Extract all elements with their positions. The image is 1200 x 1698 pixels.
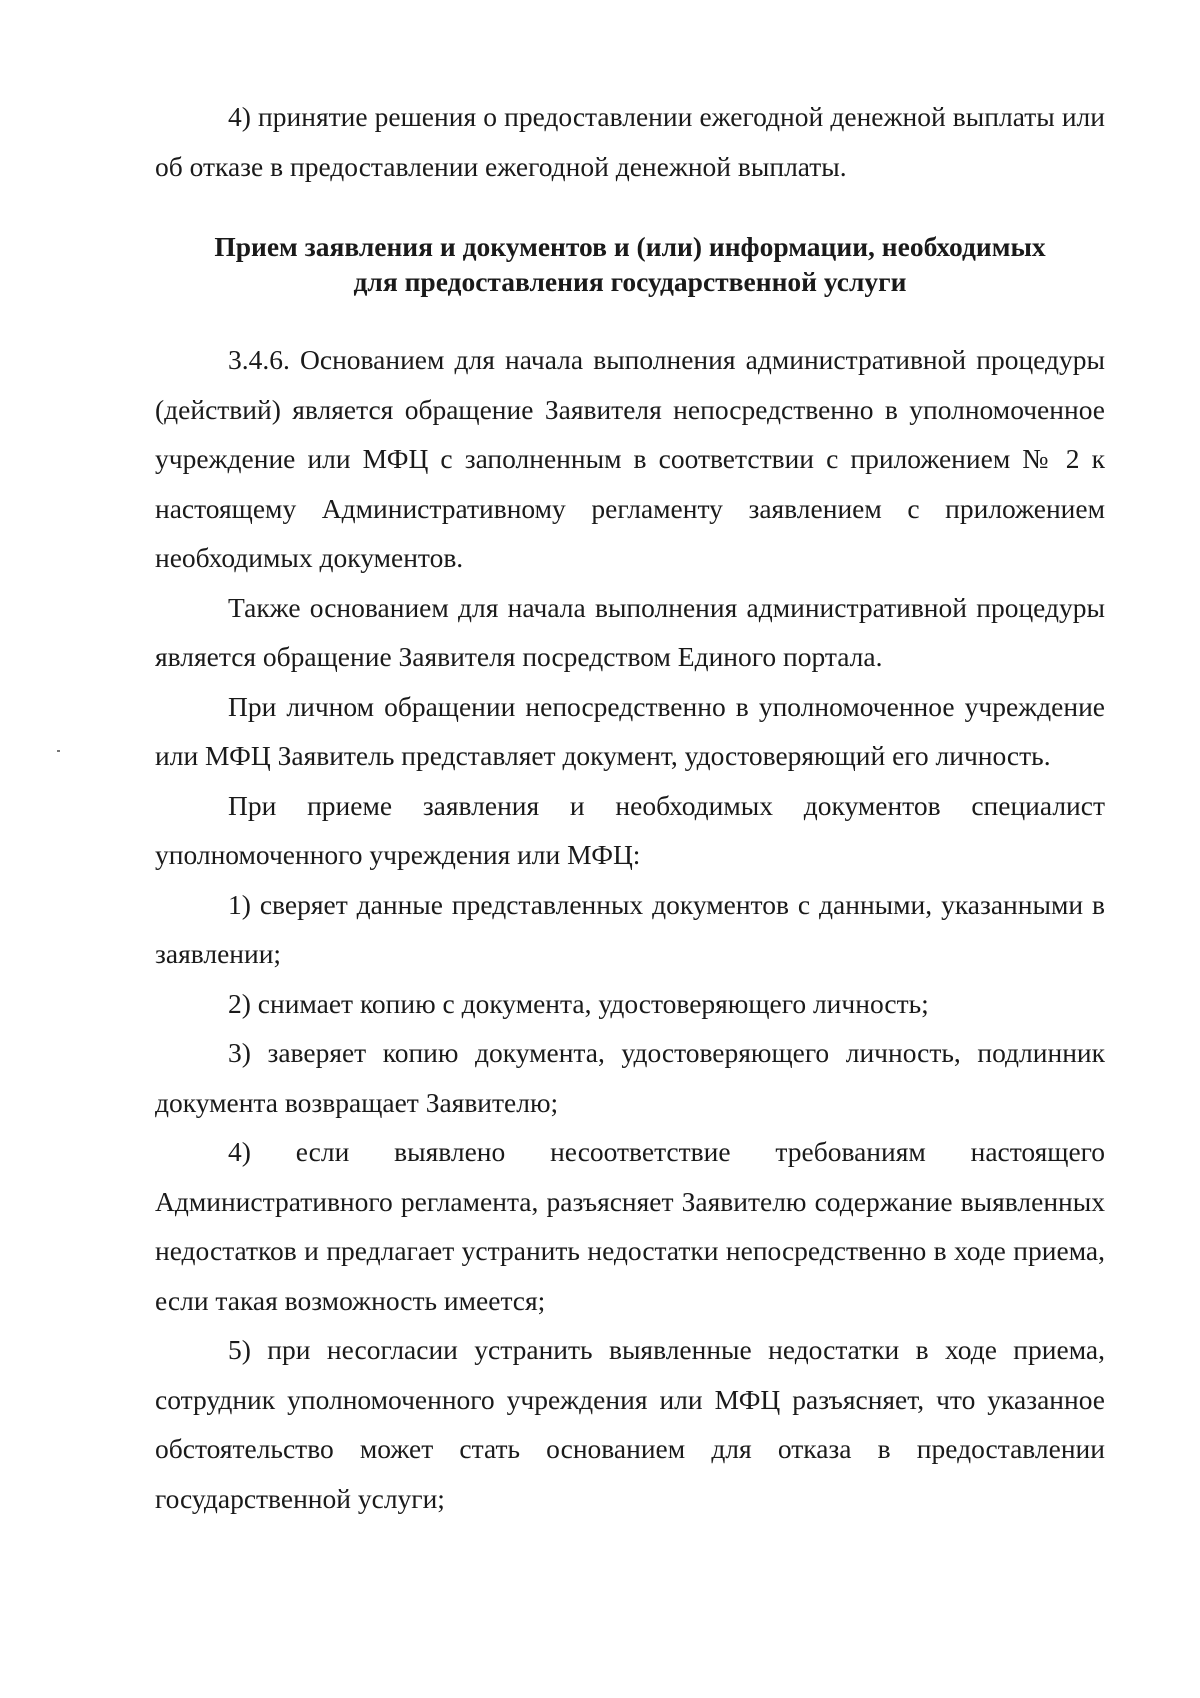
list-item-5: 5) при несогласии устранить выявленные недостатки в ходе приема, сотрудник уполномоченного учреждения или МФЦ разъясняет, что указанное обстоятельство может стать основанием для отказа в предоставлении государственной услуги; bbox=[155, 1334, 1105, 1514]
list-item-3: 3) заверяет копию документа, удостоверяющего личность, подлинник документа возвращает Заявителю; bbox=[155, 1037, 1105, 1118]
list-item-1: 1) сверяет данные представленных документов с данными, указанными в заявлении; bbox=[155, 888, 1105, 969]
section-heading bbox=[155, 229, 1105, 299]
list-item-4: 4) если выявлено несоответствие требованиям настоящего Административного регламента, разъясняет Заявителю содержание выявленных недостатков и предлагает устранить недостатки непосредственно в ходе приема, если такая возможность имеется; bbox=[155, 1136, 1105, 1316]
paragraph-3-4-6: 3.4.6. Основанием для начала выполнения административной процедуры (действий) является обращение Заявителя непосредственно в уполномоченное учреждение или МФЦ с заполненным в соответствии с приложением № 2 к настоящему Административному регламенту заявлением с приложением необходимых документов. bbox=[155, 344, 1105, 573]
document-page bbox=[155, 92, 1105, 1523]
section-heading-line-1: Прием заявления и документов и (или) информации, необходимых bbox=[214, 231, 1046, 262]
paragraph-portal-basis: Также основанием для начала выполнения административной процедуры является обращение Заявителя посредством Единого портала. bbox=[155, 591, 1105, 672]
section-heading-line-2: для предоставления государственной услуги bbox=[353, 266, 907, 297]
paragraph-specialist-actions: При приеме заявления и необходимых документов специалист уполномоченного учреждения или МФЦ: bbox=[155, 789, 1105, 870]
scan-mark bbox=[57, 750, 60, 752]
list-item-2: 2) снимает копию с документа, удостоверяющего личность; bbox=[228, 987, 929, 1019]
paragraph-item-4: 4) принятие решения о предоставлении ежегодной денежной выплаты или об отказе в предоставлении ежегодной денежной выплаты. bbox=[155, 101, 1105, 182]
paragraph-personal-visit: При личном обращении непосредственно в уполномоченное учреждение или МФЦ Заявитель представляет документ, удостоверяющий его личность. bbox=[155, 690, 1105, 771]
